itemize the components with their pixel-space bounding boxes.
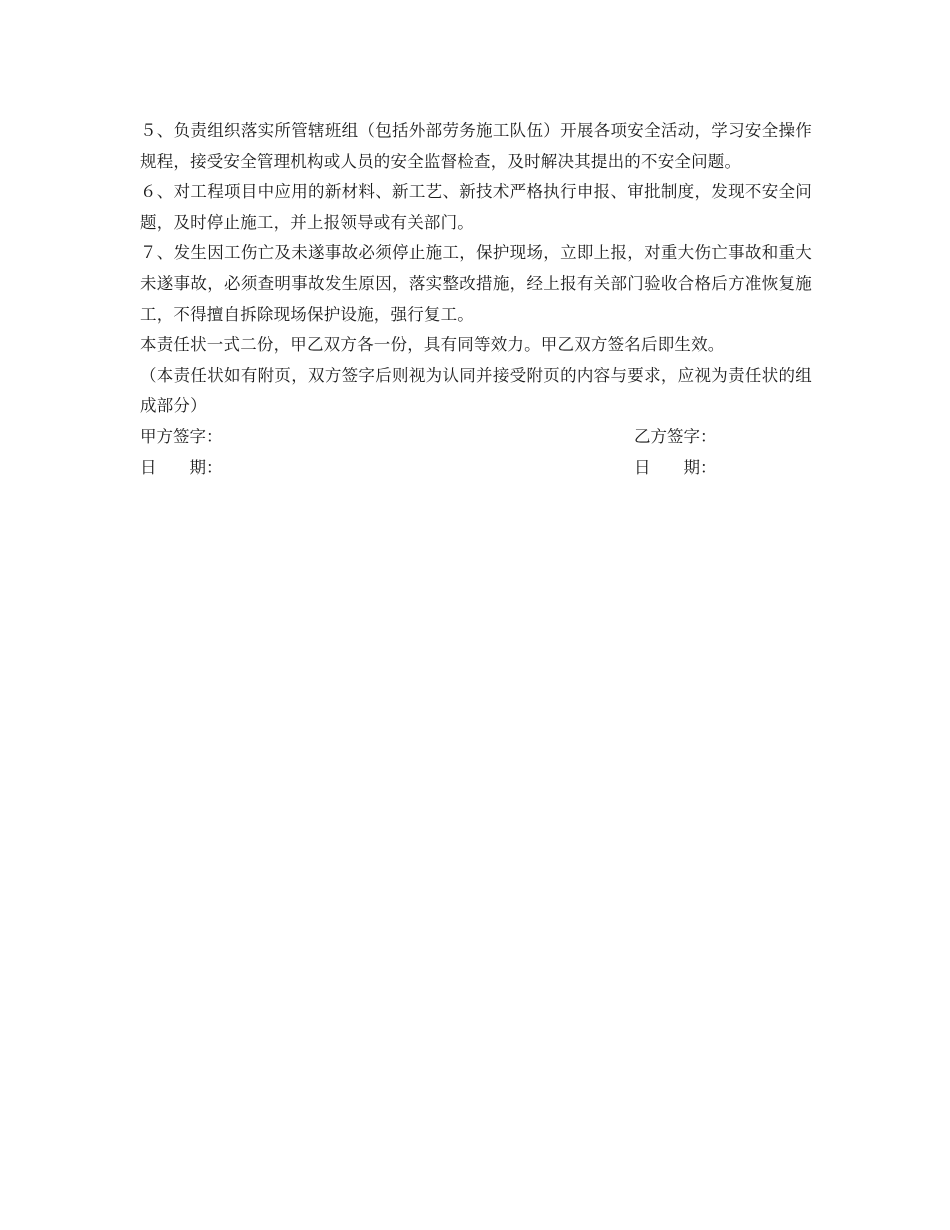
party-a-date-label: 日 期： xyxy=(140,457,223,477)
date-row xyxy=(140,453,812,484)
clause-5: ５、负责组织落实所管辖班组（包括外部劳务施工队伍）开展各项安全活动，学习安全操作规程，接受安全管理机构或人员的安全监督检查，及时解决其提出的不安全问题。 xyxy=(140,121,812,171)
signature-row xyxy=(140,422,812,453)
clause-6: ６、对工程项目中应用的新材料、新工艺、新技术严格执行申报、审批制度，发现不安全问题，及时停止施工，并上报领导或有关部门。 xyxy=(140,182,812,232)
appendix-note: （本责任状如有附页，双方签字后则视为认同并接受附页的内容与要求，应视为责任状的组成部分） xyxy=(140,365,812,416)
party-b-date-label: 日 期： xyxy=(634,457,717,477)
document-body xyxy=(140,116,812,483)
clause-7: ７、发生因工伤亡及未遂事故必须停止施工，保护现场，立即上报，对重大伤亡事故和重大未遂事故，必须查明事故发生原因，落实整改措施，经上报有关部门验收合格后方准恢复施工，不得擅自拆除现场保护设施，强行复工。 xyxy=(140,243,812,324)
party-b-signature-label: 乙方签字： xyxy=(634,426,717,446)
validity-statement: 本责任状一式二份，甲乙双方各一份，具有同等效力。甲乙双方签名后即生效。 xyxy=(140,335,725,355)
party-a-signature-label: 甲方签字： xyxy=(140,426,223,446)
